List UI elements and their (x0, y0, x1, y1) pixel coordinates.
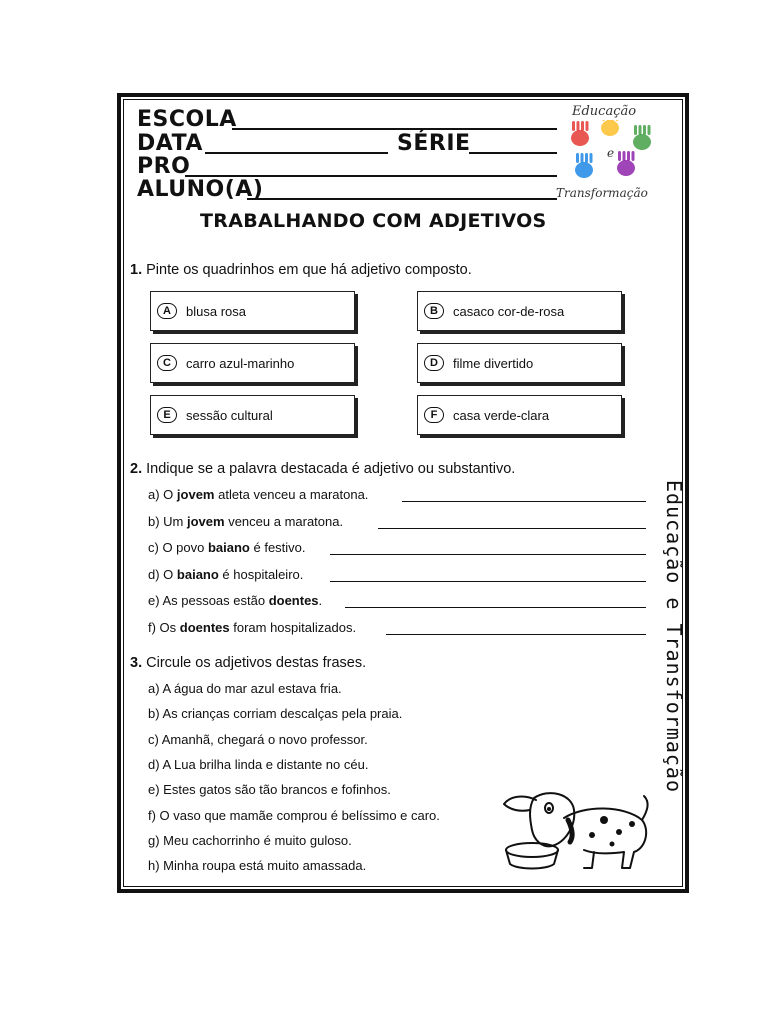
hand-finger (577, 121, 580, 131)
answer-line[interactable] (402, 501, 646, 502)
hand-finger (627, 151, 630, 161)
option-box-a[interactable] (150, 291, 355, 331)
q3-item[interactable]: h) Minha roupa está muito amassada. (148, 858, 367, 874)
hand-finger (590, 153, 593, 163)
q2-item-highlight: baiano (207, 540, 250, 555)
q2-item (148, 540, 306, 555)
question-3-text: Circule os adjetivos destas frases. (146, 655, 367, 671)
option-text: sessão cultural (186, 407, 273, 423)
option-box-d[interactable] (417, 343, 622, 383)
q2-item-post: venceu a maratona. (224, 513, 344, 529)
label-data: DATA (137, 131, 203, 156)
answer-line[interactable] (378, 528, 646, 529)
hand-finger (581, 153, 584, 163)
option-text: blusa rosa (186, 303, 246, 319)
q2-item-pre: e) As pessoas estão (148, 593, 269, 608)
hands-icon (562, 120, 667, 190)
hand-finger (572, 121, 575, 131)
q3-item[interactable]: g) Meu cachorrinho é muito guloso. (148, 832, 352, 848)
q2-item-post: . (318, 593, 323, 608)
q3-item[interactable]: c) Amanhã, chegará o novo professor. (148, 731, 368, 747)
option-letter-badge: C (157, 355, 177, 371)
dog-eating-icon (494, 780, 654, 875)
q2-item (148, 593, 322, 608)
option-letter-badge: E (157, 407, 177, 423)
hand-finger (623, 151, 626, 161)
hand-finger (585, 153, 588, 163)
q2-item (148, 620, 356, 635)
q2-item-pre: d) O (148, 566, 177, 582)
option-text: casaco cor-de-rosa (453, 303, 565, 319)
question-3 (130, 655, 366, 671)
side-text: Educação e Transformação (662, 480, 686, 793)
hand-finger (648, 125, 651, 135)
q3-item[interactable]: d) A Lua brilha linda e distante no céu. (148, 756, 369, 772)
q2-item-post: atleta venceu a maratona. (214, 487, 369, 502)
q2-item (148, 487, 368, 502)
q2-item-post: foram hospitalizados. (229, 619, 357, 635)
q2-item-highlight: baiano (176, 566, 219, 582)
q3-item[interactable]: f) O vaso que mamãe comprou é belíssimo e caro. (148, 807, 440, 823)
question-2 (130, 461, 515, 477)
hand-finger (602, 120, 605, 121)
field-escola[interactable] (232, 128, 557, 130)
hand-finger (586, 121, 589, 131)
q2-item-post: é hospitaleiro. (218, 566, 304, 582)
page-title: TRABALHANDO COM ADJETIVOS (200, 210, 547, 232)
label-escola: ESCOLA (137, 107, 237, 132)
hand-finger (618, 151, 621, 161)
q2-item-pre: a) O (148, 487, 177, 502)
q2-item-highlight: doentes (268, 593, 319, 608)
option-text: casa verde-clara (453, 407, 550, 423)
option-letter-badge: D (424, 355, 444, 371)
label-pro: PRO (137, 154, 191, 179)
hand-finger (616, 120, 619, 121)
q2-item-highlight: jovem (187, 513, 225, 529)
hand-finger (632, 151, 635, 161)
hand-finger (581, 121, 584, 131)
question-2-text: Indique se a palavra destacada é adjetivo ou substantivo. (146, 461, 516, 477)
option-box-b[interactable] (417, 291, 622, 331)
hand-print (617, 160, 635, 176)
option-text: carro azul-marinho (186, 355, 295, 371)
field-aluno[interactable] (247, 198, 557, 200)
option-box-f[interactable] (417, 395, 622, 435)
option-box-c[interactable] (150, 343, 355, 383)
q2-item-pre: f) Os (148, 619, 180, 635)
q2-item-pre: c) O povo (148, 540, 208, 555)
answer-line[interactable] (345, 607, 646, 608)
hand-print (601, 120, 619, 136)
hand-finger (576, 153, 579, 163)
option-letter-badge: B (424, 303, 444, 319)
hand-print (575, 162, 593, 178)
option-text: filme divertido (453, 355, 534, 371)
question-1 (130, 262, 472, 278)
answer-line[interactable] (386, 634, 646, 635)
hand-print (633, 134, 651, 150)
q2-item-pre: b) Um (148, 513, 187, 529)
field-serie[interactable] (469, 152, 557, 154)
q2-item (148, 567, 303, 582)
answer-line[interactable] (330, 581, 646, 582)
question-3-number: 3. (130, 655, 143, 671)
hand-print (571, 130, 589, 146)
q3-item[interactable]: e) Estes gatos são tão brancos e fofinhos. (148, 782, 391, 798)
q2-item (148, 514, 343, 529)
hand-finger (643, 125, 646, 135)
q3-item[interactable]: b) As crianças corriam descalças pela praia. (148, 706, 403, 722)
logo-text-bottom: Transformação (556, 186, 648, 200)
question-1-text: Pinte os quadrinhos em que há adjetivo composto. (146, 262, 472, 278)
option-letter-badge: F (424, 407, 444, 423)
q2-item-post: é festivo. (249, 540, 306, 555)
field-data[interactable] (205, 152, 388, 154)
q3-item[interactable]: a) A água do mar azul estava fria. (148, 681, 342, 696)
hand-finger (639, 125, 642, 135)
logo-text-top: Educação (572, 104, 637, 119)
answer-line[interactable] (330, 554, 646, 555)
question-1-number: 1. (130, 262, 143, 278)
q2-item-highlight: doentes (179, 619, 230, 635)
q2-item-highlight: jovem (176, 487, 215, 502)
label-serie: SÉRIE (397, 131, 471, 156)
option-letter-badge: A (157, 303, 177, 319)
option-box-e[interactable] (150, 395, 355, 435)
hand-finger (634, 125, 637, 135)
logo-text-middle: e (607, 146, 615, 160)
question-2-number: 2. (130, 461, 143, 477)
label-aluno: ALUNO(A) (137, 177, 264, 202)
